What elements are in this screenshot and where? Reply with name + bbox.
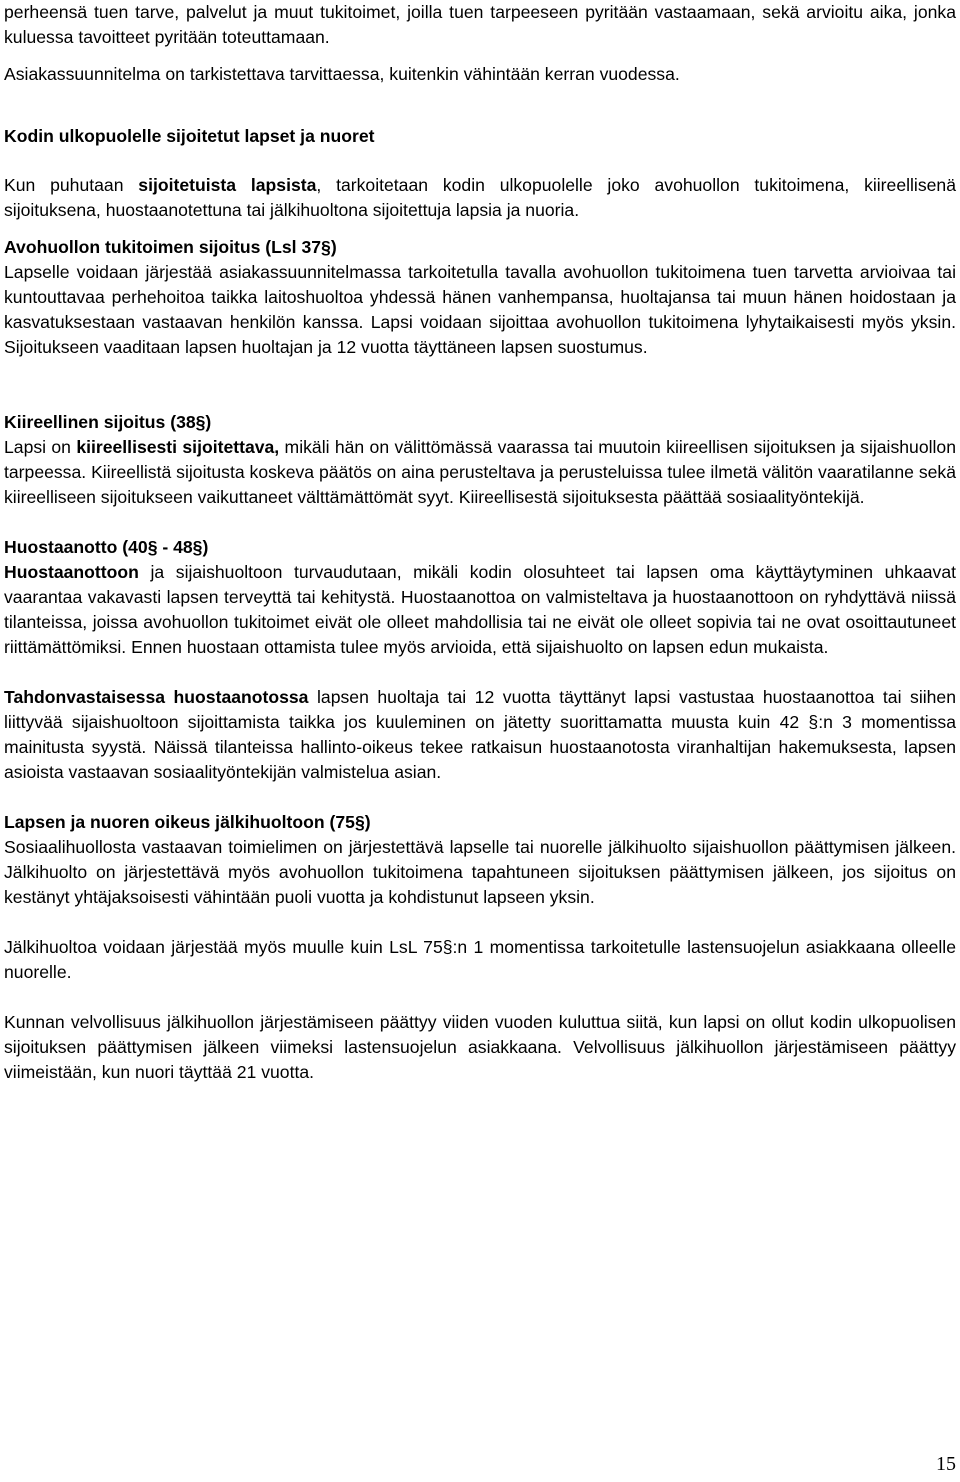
- section-heading-huostaanotto: Huostaanotto (40§ - 48§): [4, 537, 209, 557]
- page-number: 15: [936, 1453, 956, 1475]
- paragraph-tahdonvastainen: Tahdonvastaisessa huostaanotossa lapsen huoltaja tai 12 vuotta täyttänyt lapsi vastustaa huostaanottoa tai siihen liittyvää sijaishuoltoon sijoittamista taikka jos kuuleminen on jätetty suorittamatta muusta kuin 42 §:n 3 momentissa mainitusta syystä. Näissä tilanteissa hallinto-oikeus tekee ratkaisun huostaanotosta viranhaltijan hakemuksesta, lapsen asioista vastaavan sosiaalityöntekijän valmistelua asian.: [4, 687, 956, 782]
- paragraph-jalkihuolto-3: Kunnan velvollisuus jälkihuollon järjestämiseen päättyy viiden vuoden kuluttua siitä, kun lapsi on ollut kodin ulkopuolisen sijoituksen päättymisen jälkeen viimeksi lastensuojelun asiakkaana. Velvollisuus jälkihuollon järjestämiseen päättyy viimeistään, kun nuori täyttää 21 vuotta.: [4, 1012, 956, 1082]
- paragraph-jalkihuolto-2: Jälkihuoltoa voidaan järjestää myös muulle kuin LsL 75§:n 1 momentissa tarkoitetulle lastensuojelun asiakkaana olleelle nuorelle.: [4, 937, 956, 982]
- section-heading-jalkihuolto: Lapsen ja nuoren oikeus jälkihuoltoon (75§): [4, 812, 371, 832]
- paragraph-avohuolto: Lapselle voidaan järjestää asiakassuunnitelmassa tarkoitetulla tavalla avohuollon tukitoimena tuen tarvetta arvioivaa tai kuntouttavaa perhehoitoa taikka laitoshuoltoa yhdessä hänen vanhempansa, huoltajansa tai muun hänen hoidostaan ja kasvatuksestaan vastaavan henkilön kanssa. Lapsi voidaan sijoittaa avohuollon tukitoimena lyhytaikaisesti myös yksin. Sijoitukseen vaaditaan lapsen huoltajan ja 12 vuotta täyttäneen lapsen suostumus.: [4, 262, 956, 357]
- intro-note: Asiakassuunnitelma on tarkistettava tarvittaessa, kuitenkin vähintään kerran vuodessa.: [4, 64, 680, 84]
- section-heading-kodin: Kodin ulkopuolelle sijoitetut lapset ja nuoret: [4, 126, 375, 146]
- document-page: [4, 0, 956, 1085]
- intro-paragraph: perheensä tuen tarve, palvelut ja muut tukitoimet, joilla tuen tarpeeseen pyritään vastaamaan, sekä arvioitu aika, jonka kuluessa tavoitteet pyritään toteuttamaan.: [4, 2, 956, 47]
- section-heading-kiireellinen: Kiireellinen sijoitus (38§): [4, 412, 212, 432]
- paragraph-jalkihuolto-1: Sosiaalihuollosta vastaavan toimielimen on järjestettävä lapselle tai nuorelle jälkihuolto sijaishuollon päättymisen jälkeen. Jälkihuolto on järjestettävä myös avohuollon tukitoimena tapahtuneen sijoituksen päättymisen jälkeen, jos sijoitus on kestänyt yhtäjaksoisesti vähintään puoli vuotta ja kohdistunut lapseen yksin.: [4, 837, 956, 907]
- paragraph-kodin: Kun puhutaan sijoitetuista lapsista, tarkoitetaan kodin ulkopuolelle joko avohuollon tukitoimena, kiireellisenä sijoituksena, huostaanotettuna tai jälkihuoltona sijoitettuja lapsia ja nuoria.: [4, 175, 956, 220]
- section-heading-avohuolto: Avohuollon tukitoimen sijoitus (Lsl 37§): [4, 237, 337, 257]
- paragraph-kiireellinen: Lapsi on kiireellisesti sijoitettava, mikäli hän on välittömässä vaarassa tai muutoin kiireellisen sijoituksen ja sijaishuollon tarpeessa. Kiireellistä sijoitusta koskeva päätös on aina perusteltava ja perusteluissa tulee ilmetä välitön vaaratilanne sekä kiireelliseen sijoitukseen vaikuttaneet välttämättömät syyt. Kiireellisestä sijoituksesta päättää sosiaalityöntekijä.: [4, 437, 956, 507]
- paragraph-huostaanotto: Huostaanottoon ja sijaishuoltoon turvaudutaan, mikäli kodin olosuhteet tai lapsen oma käyttäytyminen uhkaavat vaarantaa vakavasti lapsen terveyttä tai kehitystä. Huostaanottoa on valmisteltava ja huostaanottoon on ryhdyttävä niissä tilanteissa, joissa avohuollon tukitoimet eivät ole olleet mahdollisia tai ne eivät ole olleet sopivia tai ne ovat osoittautuneet riittämättömiksi. Ennen huostaan ottamista tulee myös arvioida, että sijaishuolto on lapsen edun mukaista.: [4, 562, 956, 657]
